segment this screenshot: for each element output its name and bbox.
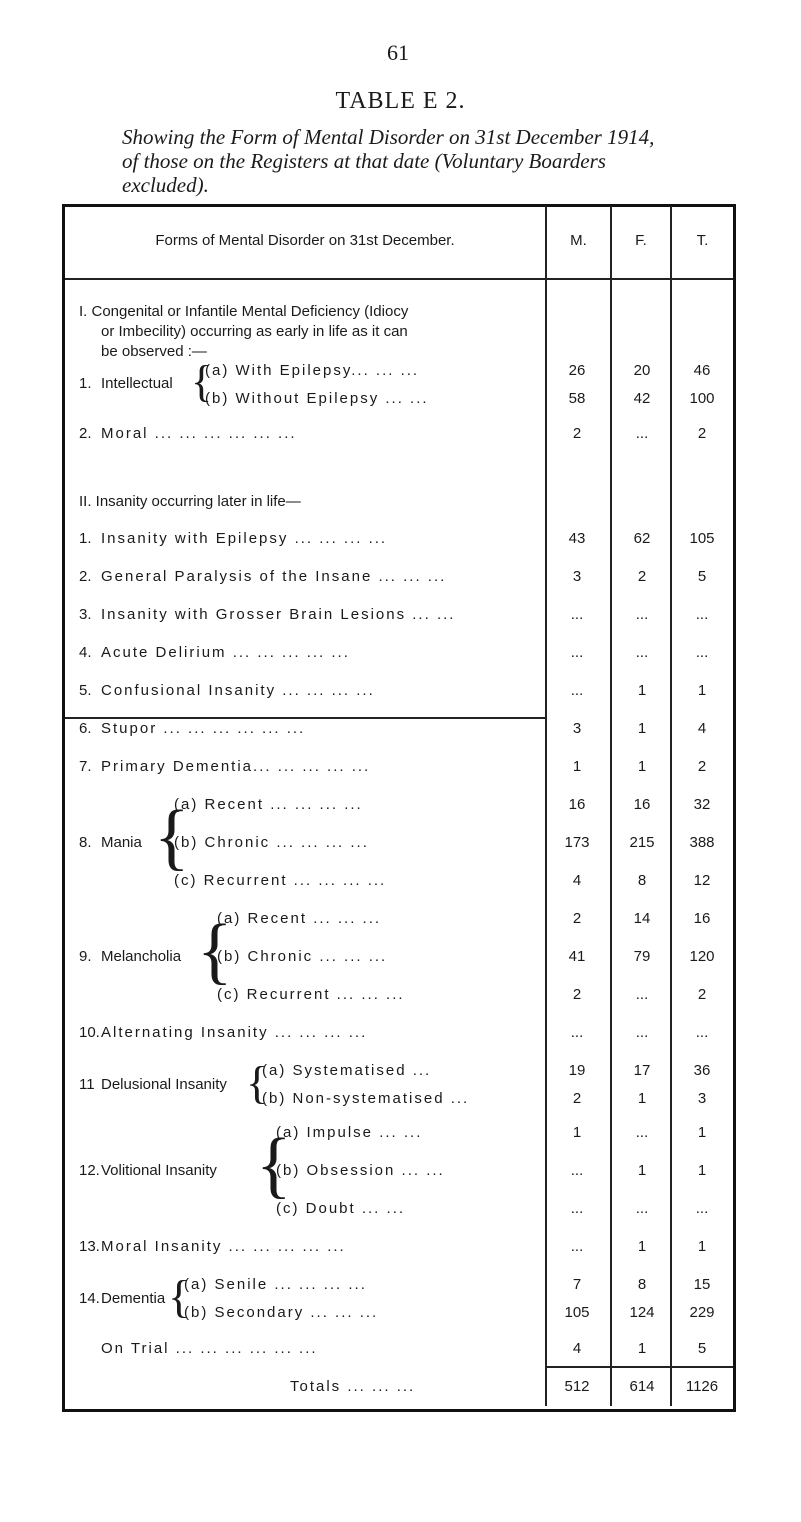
row-label: Primary Dementia... ... ... ... ...	[101, 758, 371, 775]
value-t: 16	[693, 910, 711, 927]
melancholia-label: Melancholia	[101, 948, 182, 965]
value-t: 46	[693, 362, 711, 379]
value-m: 16	[568, 796, 586, 813]
row-number: 7.	[79, 758, 92, 775]
value-f: 14	[633, 910, 651, 927]
value-m: 58	[568, 390, 586, 407]
subtitle-line: Showing the Form of Mental Disorder on 31st December 1914,	[122, 125, 655, 149]
volitional-label: Volitional Insanity	[101, 1162, 217, 1179]
value-f: ...	[635, 1200, 649, 1217]
value-f: 8	[637, 1276, 647, 1293]
row-number: 10.	[79, 1024, 100, 1041]
value-m: ...	[570, 682, 584, 699]
intellectual-label: Intellectual	[101, 375, 173, 392]
row-number: 9.	[79, 948, 92, 965]
value-f: 1	[637, 1238, 647, 1255]
value-t: 12	[693, 872, 711, 889]
header-t: T.	[696, 232, 709, 249]
delusional-label: Delusional Insanity	[101, 1076, 227, 1093]
row-label: (a) With Epilepsy... ... ...	[205, 362, 420, 379]
value-f: 8	[637, 872, 647, 889]
value-t: 1	[697, 1162, 707, 1179]
value-m: 1	[572, 758, 582, 775]
header-rule	[65, 278, 733, 280]
total-f: 614	[629, 1378, 655, 1395]
value-f: 2	[637, 568, 647, 585]
value-m: 43	[568, 530, 586, 547]
row-label: (c) Doubt ... ...	[276, 1200, 406, 1217]
value-f: ...	[635, 425, 649, 442]
row-label: Acute Delirium ... ... ... ... ...	[101, 644, 350, 661]
page-number: 61	[387, 40, 409, 65]
totals-label: Totals ... ... ...	[290, 1378, 416, 1395]
row-number: 3.	[79, 606, 92, 623]
row-label: (a) Recent ... ... ... ...	[174, 796, 363, 813]
value-m: 2	[572, 1090, 582, 1107]
value-t: 5	[697, 568, 707, 585]
value-m: ...	[570, 1162, 584, 1179]
value-t: 3	[697, 1090, 707, 1107]
totals-rule	[545, 1366, 733, 1368]
row-number: 6.	[79, 720, 92, 737]
brace: {	[168, 1271, 191, 1322]
brace: {	[197, 910, 233, 992]
value-m: 105	[564, 1304, 590, 1321]
row-label: (c) Recurrent ... ... ...	[217, 986, 405, 1003]
value-f: ...	[635, 1024, 649, 1041]
row-number: 2.	[79, 568, 92, 585]
subtitle-line: excluded).	[122, 173, 209, 197]
value-t: 5	[697, 1340, 707, 1357]
value-f: 1	[637, 1090, 647, 1107]
row-label: General Paralysis of the Insane ... ... ...	[101, 568, 447, 585]
value-m: 2	[572, 910, 582, 927]
brace: {	[256, 1124, 292, 1206]
section2-heading: II. Insanity occurring later in life—	[79, 493, 301, 510]
value-m: 1	[572, 1124, 582, 1141]
header-forms: Forms of Mental Disorder on 31st December.	[155, 232, 455, 249]
value-m: 2	[572, 986, 582, 1003]
row-label: On Trial ... ... ... ... ... ...	[101, 1340, 318, 1357]
row-label: Insanity with Epilepsy ... ... ... ...	[101, 530, 388, 547]
value-t: 105	[689, 530, 715, 547]
header-m: M.	[570, 232, 587, 249]
value-m: 4	[572, 872, 582, 889]
value-m: 173	[564, 834, 590, 851]
value-t: 1	[697, 682, 707, 699]
value-f: ...	[635, 1124, 649, 1141]
section1-heading-line: be observed :—	[101, 343, 207, 360]
value-f: 79	[633, 948, 651, 965]
total-t: 1126	[685, 1378, 719, 1395]
row-label: (b) Obsession ... ...	[276, 1162, 445, 1179]
row-label: Moral ... ... ... ... ... ...	[101, 425, 297, 442]
row-number: 4.	[79, 644, 92, 661]
value-t: ...	[695, 1024, 709, 1041]
value-f: 1	[637, 1340, 647, 1357]
section-rule	[65, 717, 545, 719]
row-label: (b) Secondary ... ... ...	[184, 1304, 379, 1321]
row-number: 14.	[79, 1290, 100, 1307]
value-t: 1	[697, 1124, 707, 1141]
value-f: ...	[635, 644, 649, 661]
table-title: TABLE E 2.	[335, 88, 466, 114]
value-m: 4	[572, 1340, 582, 1357]
subtitle-line: of those on the Registers at that date (Voluntary Boarders	[122, 149, 606, 173]
row-label: Moral Insanity ... ... ... ... ...	[101, 1238, 346, 1255]
row-label: Stupor ... ... ... ... ... ...	[101, 720, 306, 737]
value-m: ...	[570, 644, 584, 661]
value-f: 17	[633, 1062, 651, 1079]
value-m: 3	[572, 568, 582, 585]
value-t: 15	[693, 1276, 711, 1293]
value-m: 26	[568, 362, 586, 379]
value-m: ...	[570, 606, 584, 623]
value-t: 120	[689, 948, 715, 965]
row-label: (b) Chronic ... ... ...	[217, 948, 388, 965]
value-f: 20	[633, 362, 651, 379]
brace: {	[191, 357, 213, 406]
row-label: (b) Chronic ... ... ... ...	[174, 834, 369, 851]
dementia-label: Dementia	[101, 1290, 166, 1307]
value-t: 32	[693, 796, 711, 813]
row-label: (c) Recurrent ... ... ... ...	[174, 872, 387, 889]
brace: {	[154, 796, 190, 878]
value-t: 1	[697, 1238, 707, 1255]
row-number: 8.	[79, 834, 92, 851]
row-number: 11	[79, 1076, 95, 1093]
row-label: (b) Without Epilepsy ... ...	[205, 390, 429, 407]
value-f: ...	[635, 606, 649, 623]
value-t: 4	[697, 720, 707, 737]
value-f: 16	[633, 796, 651, 813]
value-t: 388	[689, 834, 715, 851]
value-m: ...	[570, 1238, 584, 1255]
section1-heading-line: I. Congenital or Infantile Mental Deficiency (Idiocy	[79, 303, 409, 320]
value-t: 100	[689, 390, 715, 407]
row-number: 1.	[79, 530, 92, 547]
value-t: 2	[697, 758, 707, 775]
value-t: 2	[697, 425, 707, 442]
value-m: 7	[572, 1276, 582, 1293]
value-f: 1	[637, 682, 647, 699]
row-label: Alternating Insanity ... ... ... ...	[101, 1024, 368, 1041]
table-subtitle	[122, 125, 742, 197]
value-f: 1	[637, 720, 647, 737]
brace: {	[246, 1057, 269, 1108]
mania-label: Mania	[101, 834, 142, 851]
value-f: 1	[637, 1162, 647, 1179]
row-label: (a) Impulse ... ...	[276, 1124, 423, 1141]
row-number: 2.	[79, 425, 92, 442]
row-label: Insanity with Grosser Brain Lesions ... ...	[101, 606, 456, 623]
row-label: (b) Non-systematised ...	[262, 1090, 470, 1107]
value-m: 19	[568, 1062, 586, 1079]
value-m: ...	[570, 1024, 584, 1041]
row-number: 5.	[79, 682, 92, 699]
row-number: 13.	[79, 1238, 100, 1255]
value-t: ...	[695, 1200, 709, 1217]
row-label: Confusional Insanity ... ... ... ...	[101, 682, 375, 699]
value-f: 124	[629, 1304, 655, 1321]
value-t: ...	[695, 644, 709, 661]
value-f: 42	[633, 390, 651, 407]
row-label: (a) Senile ... ... ... ...	[184, 1276, 367, 1293]
value-m: 2	[572, 425, 582, 442]
value-t: 2	[697, 986, 707, 1003]
row-label: (a) Systematised ...	[262, 1062, 432, 1079]
section1-heading-line: or Imbecility) occurring as early in life as it can	[101, 323, 408, 340]
value-t: 36	[693, 1062, 711, 1079]
value-t: 229	[689, 1304, 715, 1321]
row-number: 1.	[79, 375, 92, 392]
value-f: ...	[635, 986, 649, 1003]
total-m: 512	[564, 1378, 590, 1395]
value-t: ...	[695, 606, 709, 623]
value-m: 41	[568, 948, 586, 965]
row-number: 12.	[79, 1162, 100, 1179]
value-f: 215	[629, 834, 655, 851]
value-m: ...	[570, 1200, 584, 1217]
value-m: 3	[572, 720, 582, 737]
header-f: F.	[635, 232, 647, 249]
value-f: 1	[637, 758, 647, 775]
row-label: (a) Recent ... ... ...	[217, 910, 382, 927]
value-f: 62	[633, 530, 651, 547]
